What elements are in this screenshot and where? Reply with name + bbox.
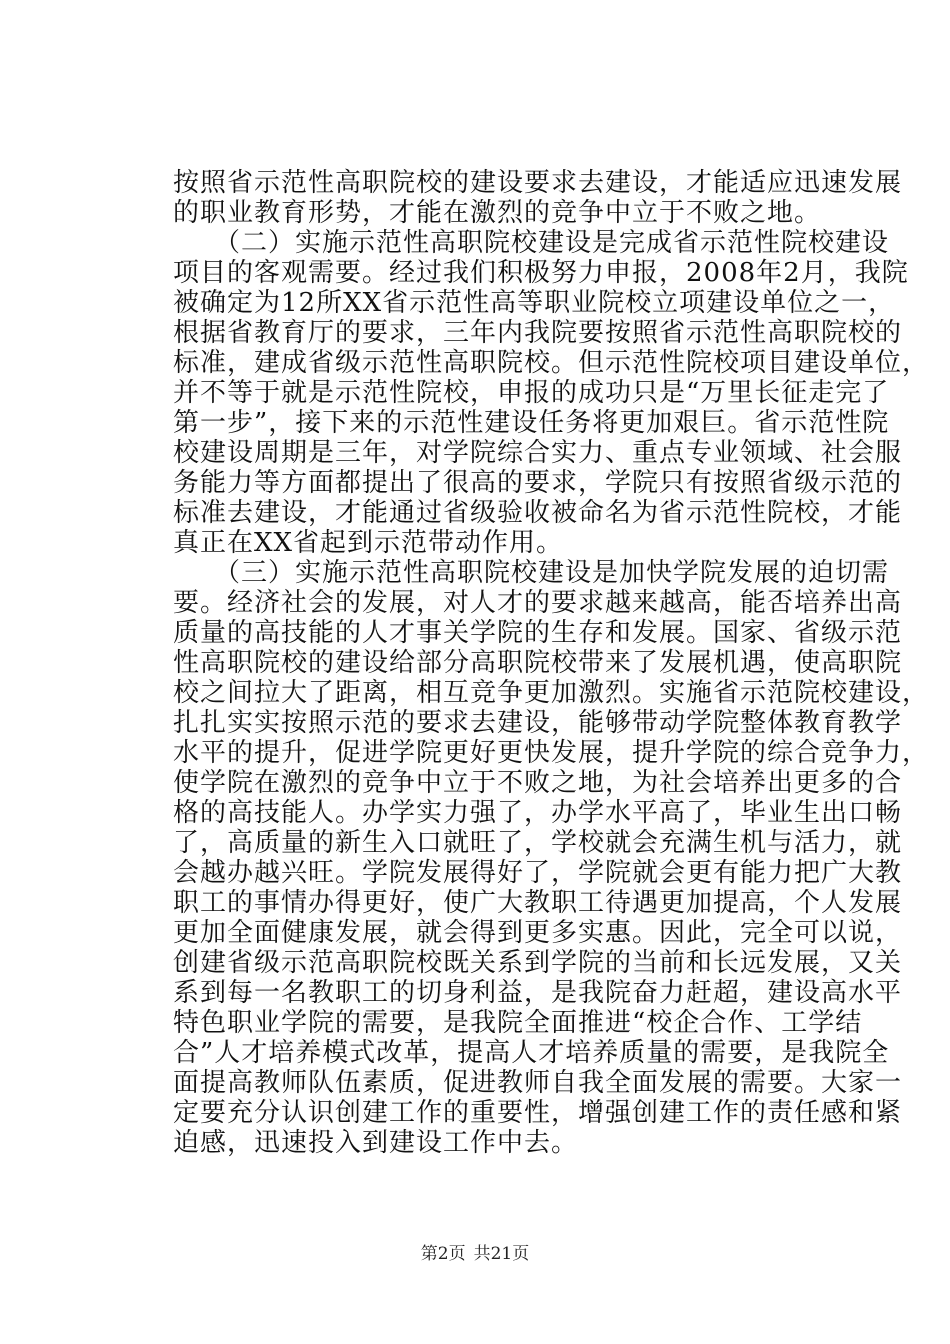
text-line: 校建设周期是三年，对学院综合实力、重点专业领域、社会服	[173, 438, 903, 468]
text-line: 按照省示范性高职院校的建设要求去建设，才能适应迅速发展	[173, 168, 903, 198]
text-line: （二）实施示范性高职院校建设是完成省示范性院校建设	[173, 228, 890, 258]
text-line: 格的高技能人。办学实力强了，办学水平高了，毕业生出口畅	[173, 798, 903, 828]
text-line: 第一步”，接下来的示范性建设任务将更加艰巨。省示范性院	[173, 408, 890, 438]
text-line: 使学院在激烈的竞争中立于不败之地，为社会培养出更多的合	[173, 768, 903, 798]
body-text	[173, 168, 930, 1158]
text-line: 质量的高技能的人才事关学院的生存和发展。国家、省级示范	[173, 618, 903, 648]
text-line: 创建省级示范高职院校既关系到学院的当前和长远发展，又关	[173, 948, 903, 978]
text-line: 定要充分认识创建工作的重要性，增强创建工作的责任感和紧	[173, 1098, 903, 1128]
text-line: 真正在XX省起到示范带动作用。	[173, 528, 564, 558]
text-line: 标准去建设，才能通过省级验收被命名为省示范性院校，才能	[173, 498, 903, 528]
page-footer	[0, 1243, 950, 1265]
text-line: 更加全面健康发展，就会得到更多实惠。因此，完全可以说，	[173, 918, 903, 948]
text-line: 迫感，迅速投入到建设工作中去。	[173, 1128, 579, 1158]
text-line: 面提高教师队伍素质，促进教师自我全面发展的需要。大家一	[173, 1068, 903, 1098]
text-line: 扎扎实实按照示范的要求去建设，能够带动学院整体教育教学	[173, 708, 903, 738]
text-line: 务能力等方面都提出了很高的要求，学院只有按照省级示范的	[173, 468, 903, 498]
page-number: 第2页	[420, 1244, 466, 1264]
text-line: 性高职院校的建设给部分高职院校带来了发展机遇，使高职院	[173, 648, 903, 678]
text-line: 校之间拉大了距离，相互竞争更加激烈。实施省示范院校建设，	[173, 678, 930, 708]
page-total: 共21页	[473, 1244, 530, 1264]
text-line: （三）实施示范性高职院校建设是加快学院发展的迫切需	[173, 558, 890, 588]
text-line: 并不等于就是示范性院校，申报的成功只是“万里长征走完了	[173, 378, 890, 408]
text-line: 被确定为12所XX省示范性高等职业院校立项建设单位之一，	[173, 288, 896, 318]
text-line: 职工的事情办得更好，使广大教职工待遇更加提高，个人发展	[173, 888, 903, 918]
text-line: 水平的提升，促进学院更好更快发展，提升学院的综合竞争力，	[173, 738, 930, 768]
text-line: 项目的客观需要。经过我们积极努力申报，2008年2月，我院	[173, 258, 909, 288]
text-line: 了，高质量的新生入口就旺了，学校就会充满生机与活力，就	[173, 828, 903, 858]
text-line: 系到每一名教职工的切身利益，是我院奋力赶超，建设高水平	[173, 978, 903, 1008]
text-line: 会越办越兴旺。学院发展得好了，学院就会更有能力把广大教	[173, 858, 903, 888]
text-line: 要。经济社会的发展，对人才的要求越来越高，能否培养出高	[173, 588, 903, 618]
text-line: 特色职业学院的需要，是我院全面推进“校企合作、工学结	[173, 1008, 863, 1038]
text-line: 合”人才培养模式改革，提高人才培养质量的需要，是我院全	[173, 1038, 890, 1068]
text-line: 的职业教育形势，才能在激烈的竞争中立于不败之地。	[173, 198, 822, 228]
text-line: 根据省教育厅的要求，三年内我院要按照省示范性高职院校的	[173, 318, 903, 348]
text-line: 标准，建成省级示范性高职院校。但示范性院校项目建设单位，	[173, 348, 930, 378]
